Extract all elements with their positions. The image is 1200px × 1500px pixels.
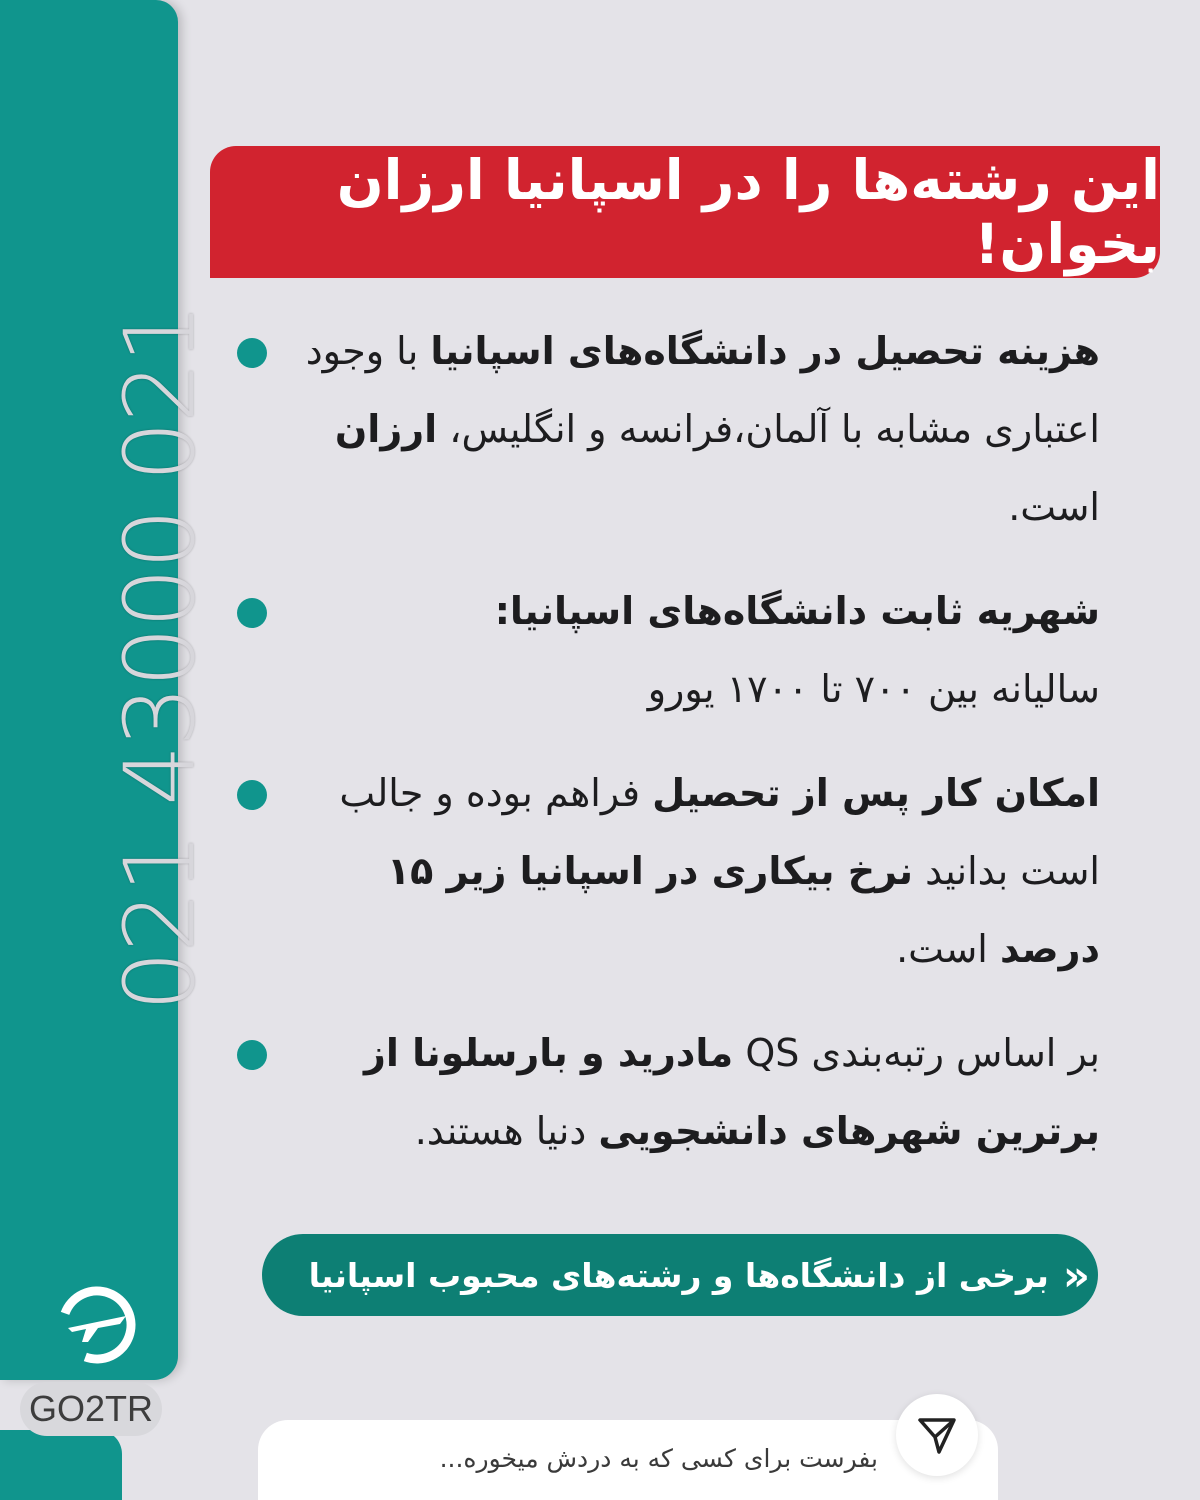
item-text: فراهم بوده و جالب است بدانید bbox=[339, 771, 1100, 893]
cta-label: برخی از دانشگاه‌ها و رشته‌های محبوب اسپانیا bbox=[308, 1255, 1049, 1295]
title-banner bbox=[210, 146, 1160, 278]
item-text: بر اساس رتبه‌بندی QS bbox=[733, 1031, 1100, 1075]
item-bold: امکان کار پس از تحصیل bbox=[652, 771, 1100, 815]
item-bold: شهریه ثابت دانشگاه‌های اسپانیا: bbox=[494, 589, 1100, 633]
list-item bbox=[295, 1014, 1100, 1170]
bullet-dot bbox=[237, 338, 267, 368]
item-bold: مادرید و بارسلونا از برترین شهرهای دانشجویی bbox=[363, 1031, 1100, 1153]
content-list bbox=[240, 312, 1100, 1170]
page-title: این رشته‌ها را در اسپانیا ارزان بخوان! bbox=[336, 148, 1160, 276]
send-button[interactable] bbox=[896, 1394, 978, 1476]
item-text: است. bbox=[1008, 485, 1100, 529]
item-bold: نرخ بیکاری در اسپانیا زیر ۱۵ درصد bbox=[386, 849, 1100, 971]
bullet-dot bbox=[237, 1040, 267, 1070]
item-text: سالیانه بین ۷۰۰ تا ۱۷۰۰ یورو bbox=[647, 667, 1100, 711]
list-item bbox=[295, 312, 1100, 546]
item-text: است. bbox=[896, 927, 1000, 971]
item-text: دنیا هستند. bbox=[414, 1109, 599, 1153]
brand-badge: GO2TR bbox=[20, 1382, 162, 1436]
bullet-dot bbox=[237, 780, 267, 810]
list-item bbox=[295, 572, 1100, 728]
item-bold: هزینه تحصیل در دانشگاه‌های اسپانیا bbox=[430, 329, 1100, 373]
bullet-dot bbox=[237, 598, 267, 628]
cta-button[interactable] bbox=[262, 1234, 1098, 1316]
send-icon bbox=[915, 1413, 959, 1457]
share-text: بفرست برای کسی که به دردش میخوره... bbox=[439, 1444, 878, 1473]
double-chevron-icon: « bbox=[1062, 1250, 1076, 1300]
airplane-logo-icon bbox=[54, 1282, 140, 1368]
list-item bbox=[295, 754, 1100, 988]
item-text: با وجود اعتباری مشابه با آلمان،فرانسه و انگلیس، bbox=[305, 329, 1100, 451]
side-bar-lower bbox=[0, 1430, 122, 1500]
item-bold: ارزان bbox=[334, 407, 438, 451]
phone-number: 021 43000 021 bbox=[104, 304, 216, 1012]
share-bar[interactable] bbox=[258, 1420, 998, 1500]
